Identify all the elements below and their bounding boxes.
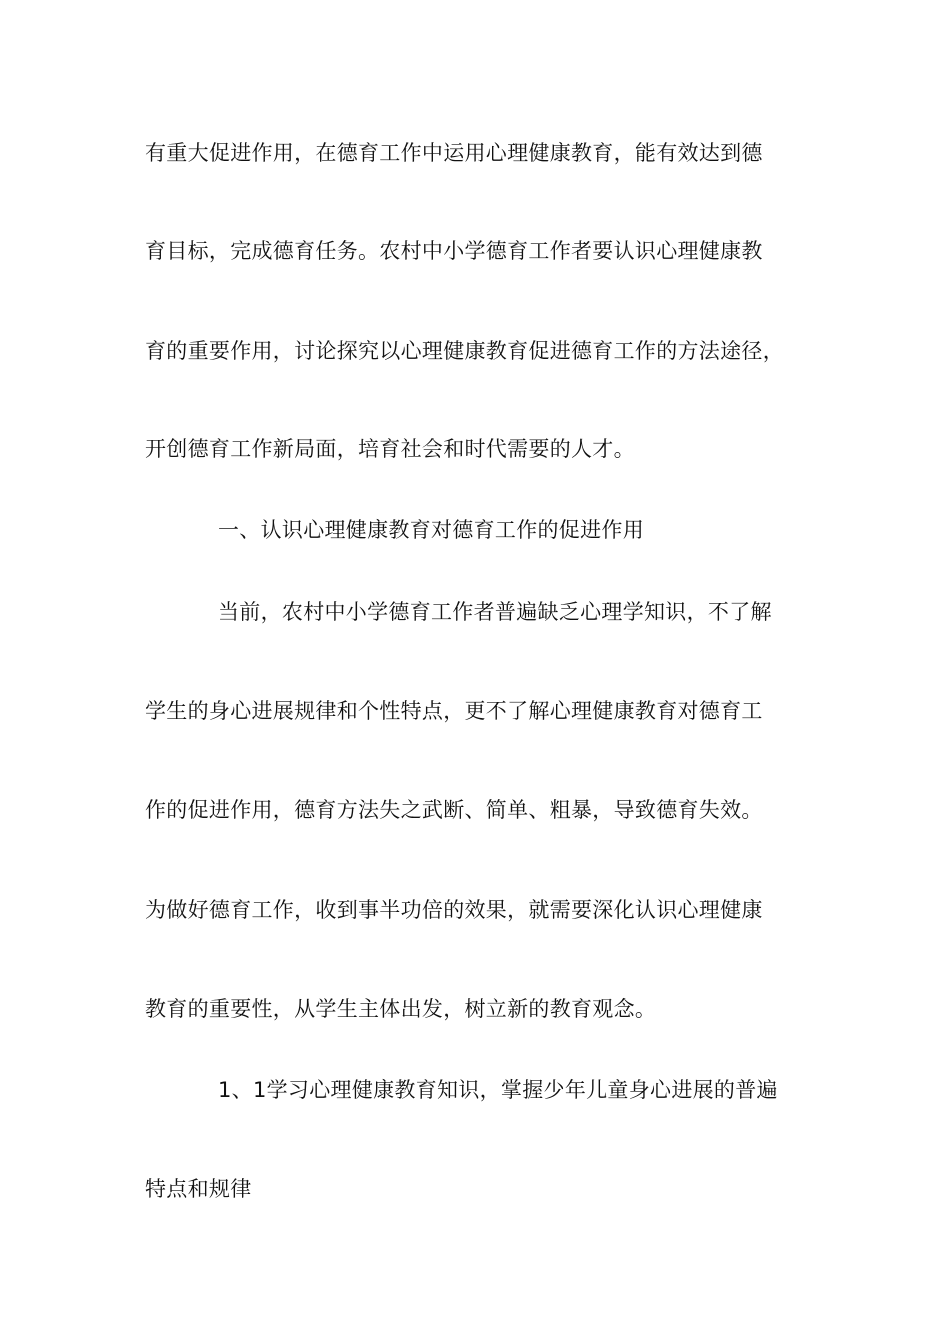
subsection-heading-line-1: 1、1学习心理健康教育知识，掌握少年儿童身心进展的普遍	[218, 1078, 778, 1102]
paragraph-line-2: 育目标，完成德育任务。农村中小学德育工作者要认识心理健康教	[145, 239, 763, 263]
paragraph-line-1: 有重大促进作用，在德育工作中运用心理健康教育，能有效达到德	[145, 141, 763, 165]
paragraph-line-6: 学生的身心进展规律和个性特点，更不了解心理健康教育对德育工	[145, 699, 763, 723]
paragraph-line-8: 为做好德育工作，收到事半功倍的效果，就需要深化认识心理健康	[145, 898, 763, 922]
paragraph-line-5: 当前，农村中小学德育工作者普遍缺乏心理学知识，不了解	[218, 600, 772, 624]
section-heading: 一、认识心理健康教育对德育工作的促进作用	[218, 518, 644, 542]
paragraph-line-7: 作的促进作用，德育方法失之武断、简单、粗暴，导致德育失效。	[145, 798, 763, 822]
subsection-heading-line-2: 特点和规律	[145, 1177, 252, 1201]
paragraph-line-4: 开创德育工作新局面，培育社会和时代需要的人才。	[145, 437, 635, 461]
paragraph-line-9: 教育的重要性，从学生主体出发，树立新的教育观念。	[145, 997, 657, 1021]
paragraph-line-3: 育的重要作用，讨论探究以心理健康教育促进德育工作的方法途径，	[145, 339, 784, 363]
